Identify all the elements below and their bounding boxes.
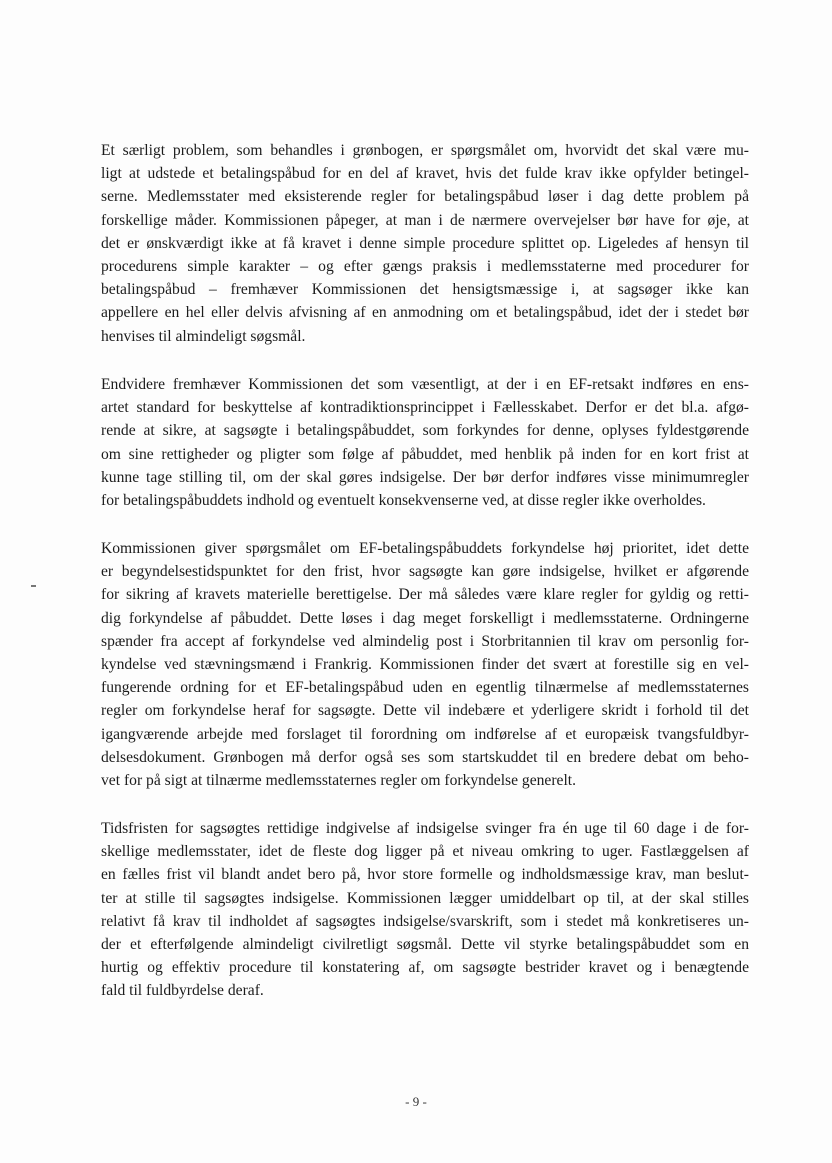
- text-line: en fælles frist vil blandt andet bero på, hvor store formelle og indholdsmæssige krav, man beslut-: [101, 866, 749, 884]
- text-line: ter at stille til sagsøgtes indsigelse. Kommissionen lægger umiddelbart op til, at der skal stilles: [101, 889, 749, 907]
- text-line: vet for på sigt at tilnærme medlemsstaternes regler om forkyndelse generelt.: [101, 772, 577, 790]
- text-line: skellige medlemsstater, idet de fleste dog ligger på et niveau omkring to uger. Fastlæggelsen af: [101, 843, 749, 861]
- text-line: Tidsfristen for sagsøgtes rettidige indgivelse af indsigelse svinger fra én uge til 60 dage i de for-: [101, 820, 749, 837]
- text-line: for betalingspåbuddets indhold og eventuelt konsekvenserne ved, at disse regler ikke overholdes.: [101, 492, 706, 510]
- text-line: forskellige måder. Kommissionen påpeger, at man i de nærmere overvejelser bør have for øje, at: [101, 211, 749, 229]
- paragraph-4: [101, 817, 749, 1003]
- text-line: henvises til almindeligt søgsmål.: [101, 327, 306, 345]
- text-line: Endvidere fremhæver Kommissionen det som væsentligt, at der i en EF-retsakt indføres en ens-: [101, 376, 749, 393]
- text-line: relativt få krav til indholdet af sagsøgtes indsigelse/svarskrift, som i stedet må konkretiseres un-: [101, 912, 749, 930]
- paragraph-2: [101, 373, 749, 512]
- text-line: kyndelse ved stævningsmænd i Frankrig. Kommissionen finder det svært at forestille sig en vel-: [101, 656, 749, 674]
- text-line: fungerende ordning for et EF-betalingspåbud uden en egentlig tilnærmelse af medlemsstaternes: [101, 679, 749, 697]
- text-line: kunne tage stilling til, om der skal gøres indsigelse. Der bør derfor indføres visse minimumregler: [101, 468, 749, 486]
- text-line: det er ønskværdigt ikke at få kravet i denne simple procedure splittet op. Ligeledes af hensyn til: [101, 234, 749, 252]
- text-line: Et særligt problem, som behandles i grønbogen, er spørgsmålet om, hvorvidt det skal være mu-: [101, 142, 749, 159]
- text-line: delsesdokument. Grønbogen må derfor også ses som startskuddet til en bredere debat om beho-: [101, 748, 749, 766]
- text-line: der et efterfølgende almindeligt civilretligt søgsmål. Dette vil styrke betalingspåbuddet som en: [101, 936, 749, 954]
- text-line: artet standard for beskyttelse af kontradiktionsprincippet i Fællesskabet. Derfor er det bl.a. afgø-: [101, 399, 749, 417]
- text-line: serne. Medlemsstater med eksisterende regler for betalingspåbud løser i dag dette problem på: [101, 188, 749, 206]
- text-line: fald til fuldbyrdelse deraf.: [101, 982, 264, 1000]
- text-line: igangværende arbejde med forslaget til forordning om indførelse af et europæisk tvangsfuldbyr-: [101, 725, 749, 743]
- text-line: er begyndelsestidspunktet for den frist, hvor sagsøgte kan gøre indsigelse, hvilket er afgørende: [101, 563, 749, 581]
- text-line: betalingspåbud – fremhæver Kommissionen det hensigtsmæssige i, at sagsøger ikke kan: [101, 281, 749, 299]
- text-line: regler om forkyndelse heraf for sagsøgte. Dette vil indebære et yderligere skridt i forhold til det: [101, 702, 749, 720]
- text-line: rende at sikre, at sagsøgte i betalingspåbuddet, som forkyndes for denne, oplyses fyldestgørende: [101, 422, 749, 440]
- paragraph-3: [101, 537, 749, 792]
- text-line: spænder fra accept af forkyndelse ved almindelig post i Storbritannien til krav om personlig for-: [101, 632, 749, 650]
- text-line: procedurens simple karakter – og efter gængs praksis i medlemsstaterne med procedurer for: [101, 258, 749, 276]
- text-line: appellere en hel eller delvis afvisning af en anmodning om et betalingspåbud, idet der i stedet bør: [101, 304, 749, 322]
- text-line: om sine rettigheder og pligter som følge af påbuddet, med henblik på inden for en kort frist at: [101, 445, 749, 463]
- text-line: hurtig og effektiv procedure til konstatering af, om sagsøgte bestrider kravet og i benægtende: [101, 959, 749, 977]
- text-line: dig forkyndelse af påbuddet. Dette løses i dag meget forskelligt i medlemsstaterne. Ordningerne: [101, 609, 749, 627]
- text-line: ligt at udstede et betalingspåbud for en del af kravet, hvis det fulde krav ikke opfylder betingel-: [101, 165, 749, 183]
- text-line: Kommissionen giver spørgsmålet om EF-betalingspåbuddets forkyndelse høj prioritet, idet dette: [101, 540, 749, 557]
- scan-speck: [31, 585, 36, 587]
- paragraph-1: [101, 139, 749, 348]
- text-line: for sikring af kravets materielle berettigelse. Der må således være klare regler for gyldig og retti-: [101, 586, 749, 604]
- page-number: - 9 -: [405, 1094, 427, 1109]
